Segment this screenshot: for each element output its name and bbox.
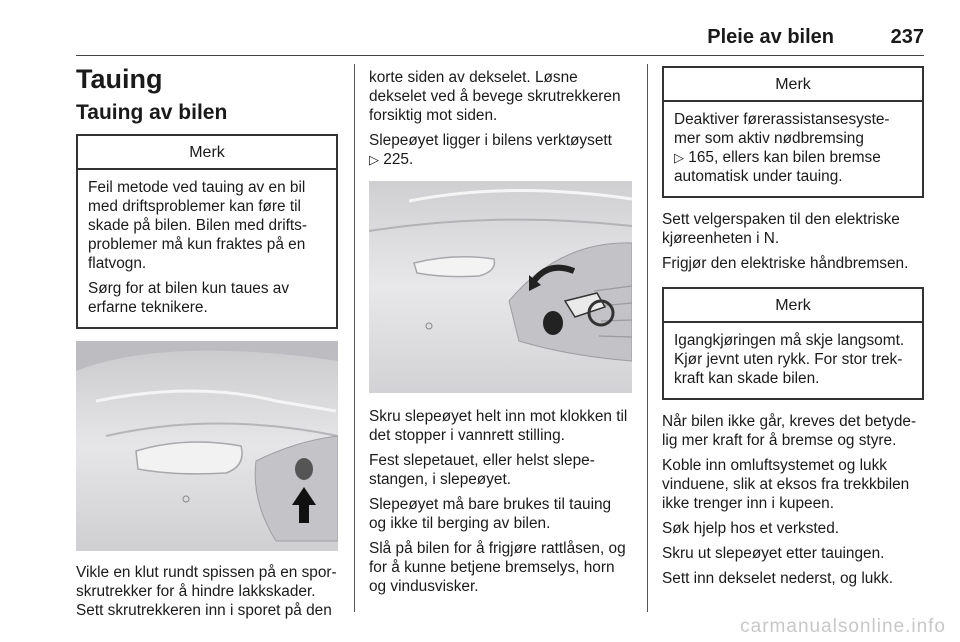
column-3 <box>662 60 924 594</box>
note-body <box>78 170 336 327</box>
column-divider-1 <box>354 64 355 612</box>
watermark: carmanualsonline.info <box>740 616 946 637</box>
page-number: 237 <box>890 26 924 48</box>
note-box-1 <box>76 134 338 329</box>
note-text <box>674 110 912 186</box>
note-heading: Merk <box>664 68 922 102</box>
paragraph: Når bilen ikke går, kreves det betyde-lig mer kraft for å bremse og styre. <box>662 413 917 449</box>
paragraph-text: Slepeøyet ligger i bilens verktøysett <box>369 132 612 149</box>
note-box-2 <box>662 66 924 198</box>
bumper-cover-drawing <box>76 341 338 551</box>
column-1 <box>76 60 338 626</box>
note-text: Igangkjøringen må skje langsomt. Kjør jevnt uten rykk. For stor trek-kraft kan skade bilen. <box>674 332 905 387</box>
paragraph-with-reference <box>369 131 632 169</box>
note-text: Feil metode ved tauing av en bil med driftsproblemer kan føre til skade på bilen. Bilen med drifts-problemer må kun fraktes på en flatvogn. <box>88 179 308 272</box>
paragraph: Sett inn dekselet nederst, og lukk. <box>662 570 893 587</box>
note-text-part: 165, ellers kan bilen bremse automatisk under tauing. <box>674 149 881 185</box>
paragraph: Sett velgerspaken til den elektriske kjøreenheten i N. <box>662 211 900 247</box>
subsection-title: Tauing av bilen <box>76 101 228 124</box>
section-title: Tauing <box>76 64 163 94</box>
page-reference[interactable]: 225. <box>383 151 414 168</box>
note-box-3 <box>662 287 924 400</box>
paragraph: Søk hjelp hos et verksted. <box>662 520 840 537</box>
paragraph: Slepeøyet må bare brukes til tauing og ikke til berging av bilen. <box>369 496 612 532</box>
column-2 <box>369 68 632 602</box>
note-heading: Merk <box>664 289 922 323</box>
bumper-cover-illustration <box>76 341 338 551</box>
paragraph: korte siden av dekselet. Løsne dekselet ved å bevege skrutrekkeren forsiktig mot siden. <box>369 69 621 124</box>
header-title: Pleie av bilen <box>707 26 834 48</box>
reference-arrow-icon: ▷ <box>369 152 379 167</box>
paragraph: Fest slepetauet, eller helst slepe-stangen, i slepeøyet. <box>369 452 595 488</box>
note-body <box>664 102 922 196</box>
column-divider-2 <box>647 64 648 612</box>
tow-eye-illustration <box>369 181 632 393</box>
header-rule <box>76 55 924 56</box>
paragraph: Slå på bilen for å frigjøre rattlåsen, og for å kunne betjene bremselys, horn og vindusvisker. <box>369 540 626 595</box>
paragraph: Vikle en klut rundt spissen på en spor-skrutrekker for å hindre lakkskader. Sett skrutrekkeren inn i sporet på den <box>76 564 337 619</box>
note-text-part: Deaktiver førerassistansesyste-mer som aktiv nødbremsing <box>674 111 890 147</box>
paragraph: Skru slepeøyet helt inn mot klokken til det stopper i vannrett stilling. <box>369 408 628 444</box>
paragraph: Frigjør den elektriske håndbremsen. <box>662 255 909 272</box>
note-text: Sørg for at bilen kun taues av erfarne teknikere. <box>88 280 290 316</box>
tow-eye-drawing <box>369 181 632 393</box>
paragraph: Koble inn omluftsystemet og lukk vinduene, slik at eksos fra trekkbilen ikke trenger inn i kupeen. <box>662 457 910 512</box>
page-header <box>76 26 924 52</box>
paragraph: Skru ut slepeøyet etter tauingen. <box>662 545 885 562</box>
note-body <box>664 323 922 398</box>
note-heading: Merk <box>78 136 336 170</box>
reference-arrow-icon: ▷ <box>674 150 684 165</box>
